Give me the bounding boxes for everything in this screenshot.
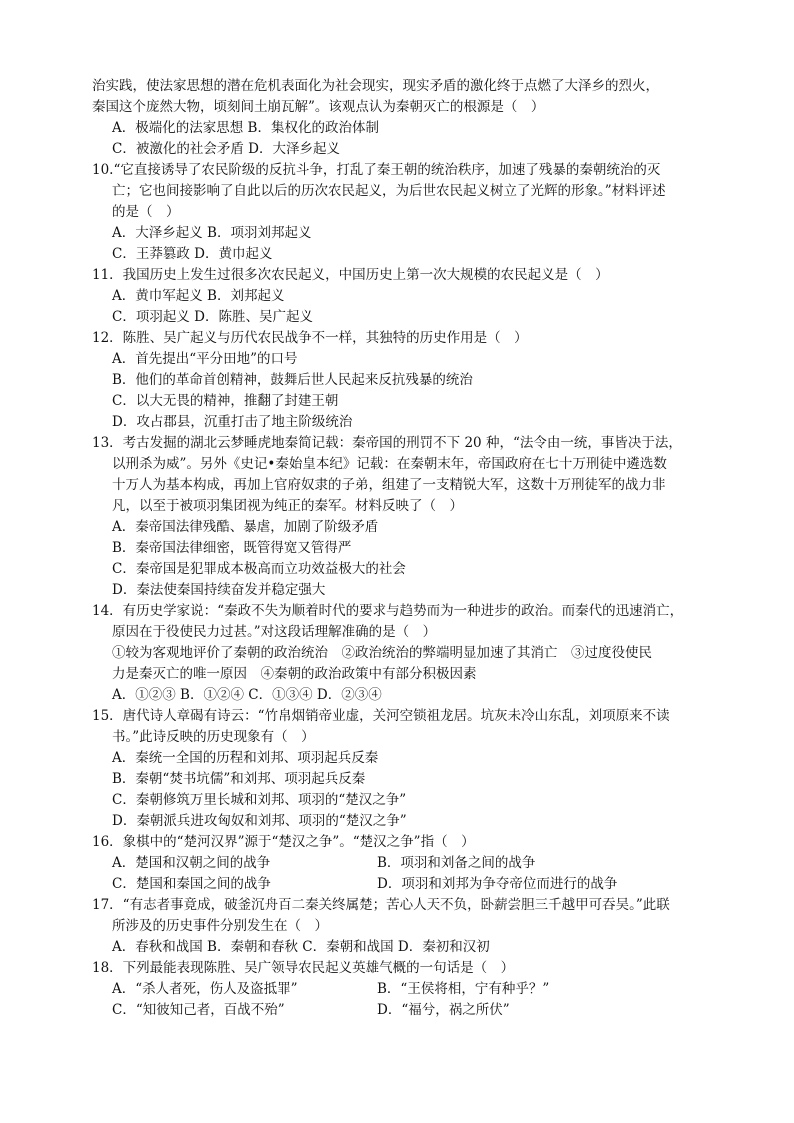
- option-line: D．攻占郡县，沉重打击了地主阶级统治: [112, 414, 353, 430]
- stem-line: 所涉及的历史事件分别发生在（ ）: [112, 918, 328, 934]
- option-line: C．秦帝国是犯罪成本极高而立功效益极大的社会: [112, 561, 406, 577]
- stem-line: 17．“有志者事竟成，破釜沉舟百二秦关终属楚；苦心人天不负，卧薪尝胆三千越甲可吞吴。”此联: [92, 897, 670, 913]
- option-d: D．项羽和刘邦为争夺帝位而进行的战争: [377, 876, 618, 892]
- option-a: A．楚国和汉朝之间的战争: [112, 855, 271, 871]
- option-row: [92, 853, 712, 874]
- stem-line: 12．陈胜、吴广起义与历代农民战争不一样，其独特的历史作用是（ ）: [92, 330, 528, 346]
- question-15: [92, 706, 712, 832]
- question-10: [92, 160, 712, 265]
- option-row: [92, 1000, 712, 1021]
- stem-line: 10.“它直接诱导了农民阶级的反抗斗争，打乱了秦王朝的统治秩序，加速了残暴的秦朝统治的灭: [92, 162, 661, 178]
- option-c: C．“知彼知己者，百战不殆”: [112, 1002, 285, 1018]
- stem-line: 15．唐代诗人章碣有诗云：“竹帛烟销帝业虚，关河空锁祖龙居。坑灰未冷山东乱，刘项原来不读: [92, 708, 670, 724]
- option-line: A．大泽乡起义 B．项羽刘邦起义: [112, 225, 312, 241]
- option-line: A．首先提出“平分田地”的口号: [112, 351, 298, 367]
- option-line: B．秦帝国法律细密，既管得宽又管得严: [112, 540, 352, 556]
- question-13: [92, 433, 712, 601]
- page-content: [92, 76, 712, 1021]
- option-a: A．“杀人者死，伤人及盗抵罪”: [112, 981, 298, 997]
- option-b: B．“王侯将相，宁有种乎？”: [377, 981, 550, 997]
- option-line: C．秦朝修筑万里长城和刘邦、项羽的“楚汉之争”: [112, 792, 407, 808]
- question-18: [92, 958, 712, 1021]
- stem-line: 治实践，使法家思想的潜在危机表面化为社会现实，现实矛盾的激化终于点燃了大泽乡的烈火，: [92, 78, 659, 94]
- option-line: C．王莽篡政 D．黄巾起义: [112, 246, 273, 262]
- stem-line: 以刑杀为威”。另外《史记•秦始皇本纪》记载：在秦朝末年，帝国政府在七十万刑徒中遴选数: [112, 456, 667, 472]
- option-line: A．黄巾军起义 B．刘邦起义: [112, 288, 285, 304]
- stem-line: 力是秦灭亡的唯一原因 ④秦朝的政治政策中有部分积极因素: [112, 666, 477, 682]
- option-line: D．秦朝派兵进攻匈奴和刘邦、项羽的“楚汉之争”: [112, 813, 407, 829]
- stem-line: 13．考古发掘的湖北云梦睡虎地秦简记载：秦帝国的刑罚不下 20 种，“法令由一统，事皆决于法，: [92, 435, 682, 451]
- option-line: A．秦统一全国的历程和刘邦、项羽起兵反秦: [112, 750, 379, 766]
- option-line: C．项羽起义 D．陈胜、吴广起义: [112, 309, 313, 325]
- stem-line: 18．下列最能表现陈胜、吴广领导农民起义英雄气概的一句话是（ ）: [92, 960, 515, 976]
- stem-line: 十万人为基本构成，再加上官府奴隶的子弟，组建了一支精锐大军，这数十万刑徒军的战力非: [112, 477, 666, 493]
- question-16: [92, 832, 712, 895]
- question-12: [92, 328, 712, 433]
- option-line: B．他们的革命首创精神，鼓舞后世人民起来反抗残暴的统治: [112, 372, 473, 388]
- option-line: D．秦法使秦国持续奋发并稳定强大: [112, 582, 326, 598]
- stem-line: ①较为客观地评价了秦朝的政治统治 ②政治统治的弊端明显加速了其消亡 ③过度役使民: [112, 645, 652, 661]
- stem-line: 凡，以至于被项羽集团视为纯正的秦军。材料反映了（ ）: [112, 498, 463, 514]
- option-line: C．被激化的社会矛盾 D．大泽乡起义: [112, 141, 340, 157]
- option-line: A．①②③ B．①②④ C．①③④ D．②③④: [112, 687, 382, 703]
- question-14: [92, 601, 712, 706]
- option-line: B．秦朝“焚书坑儒”和刘邦、项羽起兵反秦: [112, 771, 366, 787]
- option-line: A．秦帝国法律残酷、暴虐，加剧了阶级矛盾: [112, 519, 379, 535]
- option-row: [92, 979, 712, 1000]
- stem-line: 秦国这个庞然大物，顷刻间土崩瓦解”。该观点认为秦朝灭亡的根源是（ ）: [92, 99, 545, 115]
- option-line: A．春秋和战国 B．秦朝和春秋 C．秦朝和战国 D．秦初和汉初: [112, 939, 490, 955]
- stem-line: 的是（ ）: [112, 204, 180, 220]
- question-11: [92, 265, 712, 328]
- option-line: A．极端化的法家思想 B．集权化的政治体制: [112, 120, 379, 136]
- stem-line: 原因在于役使民力过甚。”对这段话理解准确的是（ ）: [112, 624, 437, 640]
- option-c: C．楚国和秦国之间的战争: [112, 876, 271, 892]
- stem-line: 书。”此诗反映的历史现象有（ ）: [112, 729, 315, 745]
- option-b: B．项羽和刘备之间的战争: [377, 855, 536, 871]
- stem-line: 亡；它也间接影响了自此以后的历次农民起义，为后世农民起义树立了光辉的形象。”材料评述: [112, 183, 666, 199]
- stem-line: 11．我国历史上发生过很多次农民起义，中国历史上第一次大规模的农民起义是（ ）: [92, 267, 609, 283]
- option-line: C．以大无畏的精神，推翻了封建王朝: [112, 393, 339, 409]
- question-9-continuation: [92, 76, 712, 160]
- question-17: [92, 895, 712, 958]
- option-d: D．“福兮，祸之所伏”: [377, 1002, 510, 1018]
- stem-line: 16．象棋中的“楚河汉界”源于“楚汉之争”。“楚汉之争”指（ ）: [92, 834, 475, 850]
- option-row: [92, 874, 712, 895]
- stem-line: 14．有历史学家说：“秦政不失为顺着时代的要求与趋势而为一种进步的政治。而秦代的迅速消亡，: [92, 603, 684, 619]
